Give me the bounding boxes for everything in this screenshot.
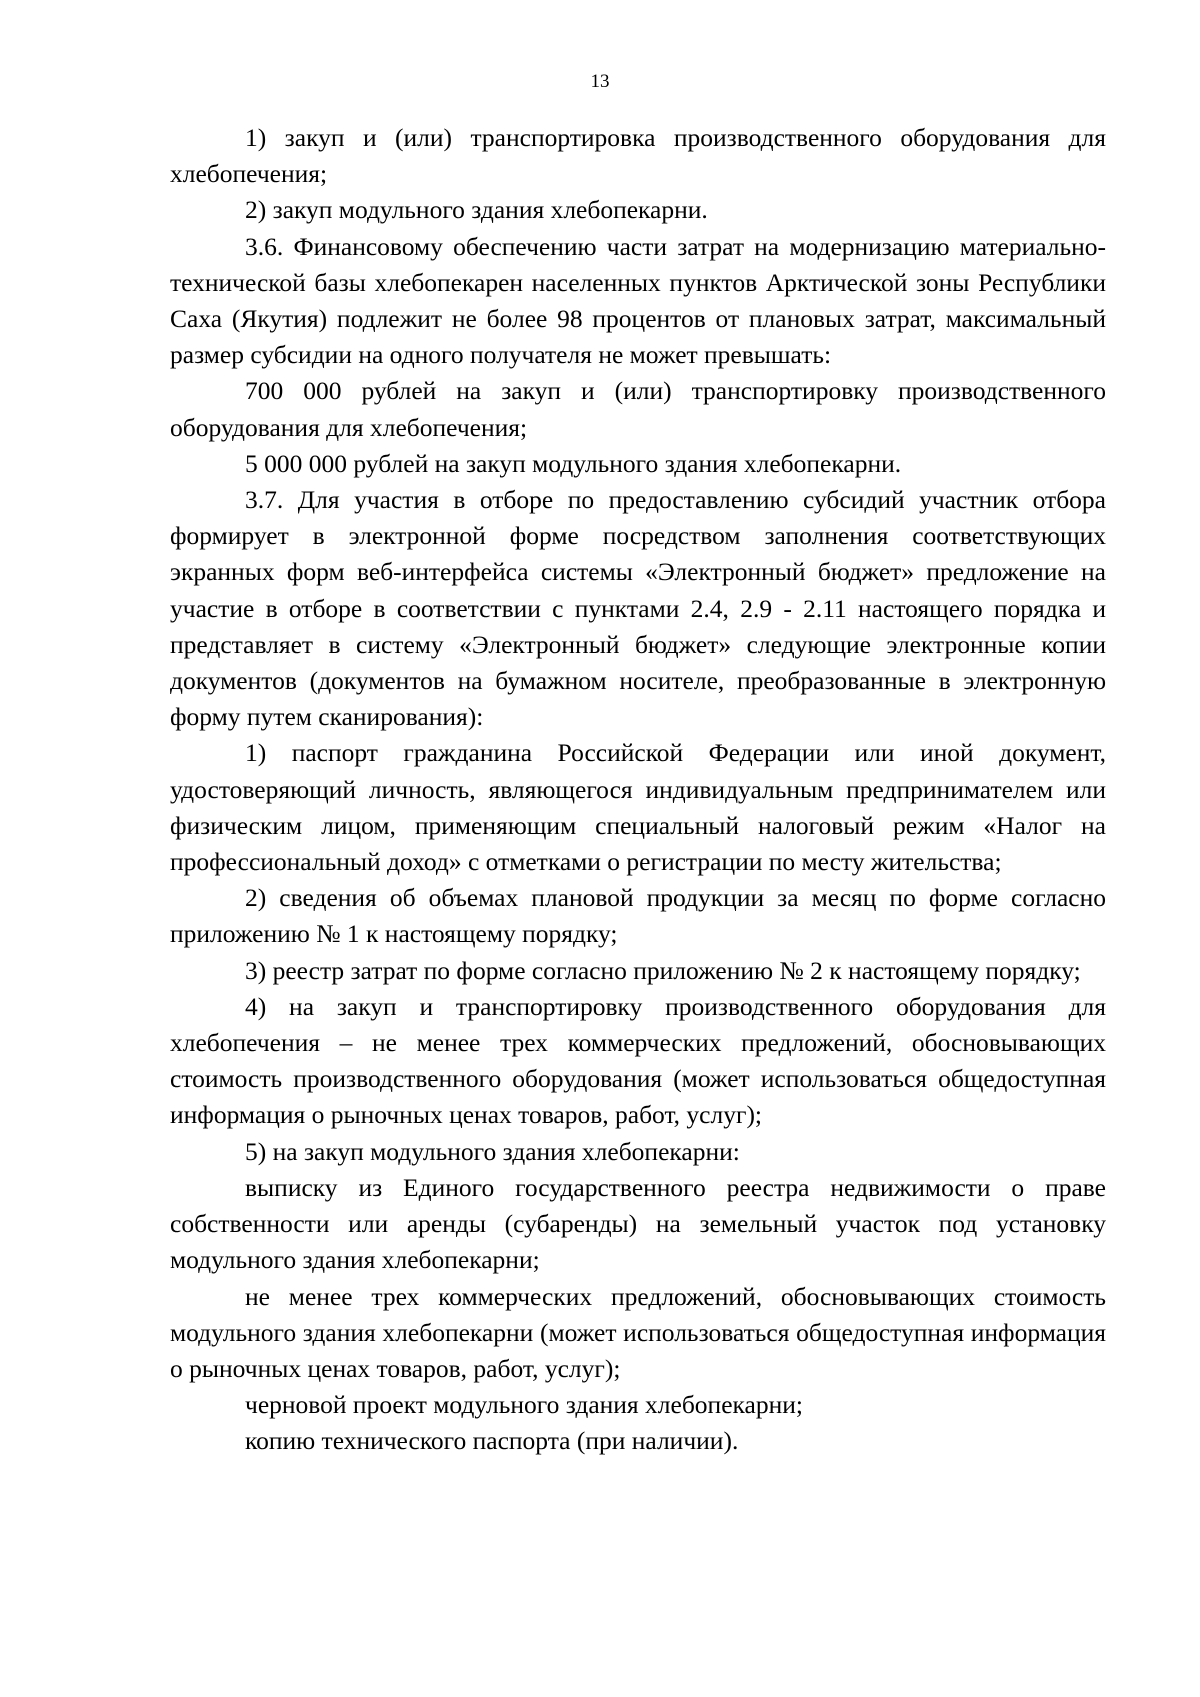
paragraph-item-1: 1) закуп и (или) транспортировка производственного оборудования для хлебопечения; — [170, 123, 1106, 189]
paragraph-doc-4: 4) на закуп и транспортировку производственного оборудования для хлебопечения – не менее трех коммерческих предложений, обосновывающих стоимость производственного оборудования (может использоваться общедоступная информация о рыночных ценах товаров, работ, услуг); — [170, 991, 1106, 1130]
paragraph-item-2: 2) закуп модульного здания хлебопекарни. — [245, 195, 708, 225]
paragraph-3-7: 3.7. Для участия в отборе по предоставлению субсидий участник отбора формирует в электронной форме посредством заполнения соответствующих экранных форм веб-интерфейса системы «Электронный бюджет» предложение на участие в отборе в соответствии с пунктами 2.4, 2.9 - 2.11 настоящего порядка и представляет в систему «Электронный бюджет» следующие электронные копии документов (документов на бумажном носителе, преобразованные в электронную форму путем сканирования): — [170, 485, 1106, 732]
paragraph-doc-1: 1) паспорт гражданина Российской Федерации или иной документ, удостоверяющий личность, являющегося индивидуальным предпринимателем или физическим лицом, применяющим специальный налоговый режим «Налог на профессиональный доход» с отметками о регистрации по месту жительства; — [170, 738, 1106, 877]
paragraph-doc-2: 2) сведения об объемах плановой продукции за месяц по форме согласно приложению № 1 к настоящему порядку; — [170, 883, 1106, 949]
document-body — [170, 120, 1106, 1460]
paragraph-doc-5: 5) на закуп модульного здания хлебопекарни: — [245, 1136, 740, 1166]
paragraph-3-6: 3.6. Финансовому обеспечению части затрат на модернизацию материально-технической базы хлебопекарен населенных пунктов Арктической зоны Республики Саха (Якутия) подлежит не более 98 процентов от плановых затрат, максимальный размер субсидии на одного получателя не может превышать: — [170, 231, 1106, 370]
paragraph-egrn-extract: выписку из Единого государственного реестра недвижимости о праве собственности или аренды (субаренды) на земельный участок под установку модульного здания хлебопекарни; — [170, 1172, 1106, 1275]
paragraph-doc-3: 3) реестр затрат по форме согласно приложению № 2 к настоящему порядку; — [245, 955, 1081, 985]
paragraph-amount-building: 5 000 000 рублей на закуп модульного здания хлебопекарни. — [245, 448, 902, 478]
page-number: 13 — [590, 71, 610, 92]
paragraph-commercial-offers: не менее трех коммерческих предложений, обосновывающих стоимость модульного здания хлебопекарни (может использоваться общедоступная информация о рыночных ценах товаров, работ, услуг); — [170, 1281, 1106, 1383]
paragraph-draft-project: черновой проект модульного здания хлебопекарни; — [245, 1390, 803, 1420]
paragraph-tech-passport: копию технического паспорта (при наличии). — [245, 1426, 739, 1456]
paragraph-amount-equipment: 700 000 рублей на закуп и (или) транспортировку производственного оборудования для хлебопечения; — [170, 376, 1106, 442]
